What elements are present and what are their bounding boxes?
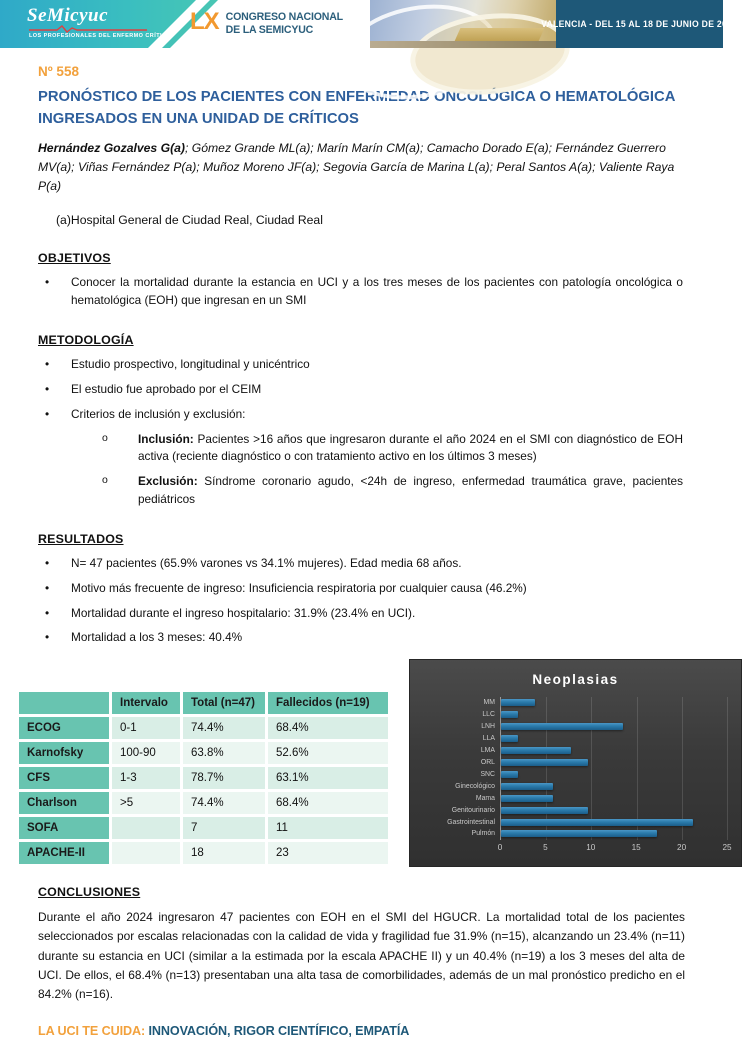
list-item	[38, 406, 685, 424]
logo-tagline: LOS PROFESIONALES DEL ENFERMO CRÍTICO	[29, 33, 172, 39]
value-cell: 100-90	[112, 742, 180, 764]
list-item	[38, 580, 685, 598]
bar	[501, 783, 553, 790]
section-heading-metodologia: METODOLOGÍA	[38, 333, 134, 348]
x-tick-label: 15	[631, 843, 641, 853]
bullet-marker: •	[45, 556, 50, 571]
row-label-cell: Karnofsky	[19, 742, 109, 764]
bullet-text: Motivo más frecuente de ingreso: Insuficiencia respiratoria por cualquier causa (46.2%)	[71, 580, 527, 595]
exclusion-text: Síndrome coronario agudo, <24h de ingreso, enfermedad traumática grave, pacientes pediátricos	[138, 473, 684, 506]
bar	[501, 795, 553, 802]
footer-slogan-text: INNOVACIÓN, RIGOR CIENTÍFICO, EMPATÍA	[148, 1024, 410, 1038]
chart-y-labels	[418, 697, 500, 840]
gridline	[727, 697, 728, 840]
list-item	[38, 356, 685, 374]
value-cell: 11	[268, 817, 388, 839]
chart-x-axis	[418, 843, 732, 855]
congress-title-block	[190, 9, 343, 36]
x-tick-label: 5	[543, 843, 548, 853]
category-label: MM	[483, 699, 495, 707]
bar	[501, 771, 518, 778]
bar	[501, 723, 623, 730]
chart-bars-area	[500, 697, 727, 840]
bar	[501, 711, 518, 718]
bar	[501, 759, 588, 766]
semicyuc-logo: SeMicyuc	[27, 5, 109, 26]
section-heading-objetivos: OBJETIVOS	[38, 251, 111, 266]
axis-spacer	[418, 843, 500, 855]
value-cell: 63.8%	[183, 742, 265, 764]
value-cell: 68.4%	[268, 792, 388, 814]
value-cell: 74.4%	[183, 792, 265, 814]
row-label-cell: ECOG	[19, 717, 109, 739]
footer-slogan	[38, 1024, 685, 1038]
coauthors: ; Gómez Grande ML(a); Marín Marín CM(a); Camacho Dorado E(a); Fernández Guerrero MV(a); Viñas Fernández P(a); Muñoz Moreno JF(a); Segovia García de Marina L(a); Peral Santos A(a); Valiente Raya P(a)	[38, 141, 675, 194]
bullet-text: Mortalidad durante el ingreso hospitalario: 31.9% (23.4% en UCI).	[71, 605, 416, 620]
list-item	[96, 431, 685, 466]
value-cell: 0-1	[112, 717, 180, 739]
resultados-list	[38, 555, 685, 647]
value-cell	[112, 817, 180, 839]
chart-title: Neoplasias	[532, 672, 619, 688]
criterios-sublist	[38, 431, 685, 509]
table-row	[19, 767, 388, 789]
category-label: Gastrointestinal	[447, 818, 495, 826]
column-header: Total (n=47)	[183, 692, 265, 714]
sub-bullet-text	[138, 431, 685, 466]
scores-table-body	[19, 717, 388, 864]
value-cell	[112, 842, 180, 864]
value-cell: >5	[112, 792, 180, 814]
row-label-cell: Charlson	[19, 792, 109, 814]
column-header	[19, 692, 109, 714]
bullet-text: El estudio fue aprobado por el CEIM	[71, 382, 262, 397]
footer-slogan-prefix: LA UCI TE CUIDA:	[38, 1024, 146, 1038]
ekg-line-icon	[29, 25, 147, 33]
column-header: Intervalo	[112, 692, 180, 714]
x-tick-label: 0	[497, 843, 503, 853]
valencia-photo	[370, 0, 556, 48]
bullet-marker: •	[45, 275, 50, 290]
category-label: ORL	[480, 759, 495, 767]
chart-x-ticks	[497, 843, 732, 855]
objetivos-list	[38, 274, 685, 309]
list-item	[38, 555, 685, 573]
abstract-content	[0, 64, 732, 1038]
bar	[501, 699, 535, 706]
inclusion-label: Inclusión:	[138, 431, 194, 446]
bullet-marker: •	[45, 630, 50, 645]
table-header-row	[19, 692, 388, 714]
value-cell: 68.4%	[268, 717, 388, 739]
x-tick-label: 25	[722, 843, 732, 853]
category-label: LNH	[481, 723, 495, 731]
table-row	[19, 817, 388, 839]
bullet-marker: •	[45, 580, 50, 595]
list-item	[38, 629, 685, 647]
bar	[501, 735, 518, 742]
bar	[501, 830, 657, 837]
bullet-text: N= 47 pacientes (65.9% varones vs 34.1% mujeres). Edad media 68 años.	[71, 556, 462, 571]
row-label-cell: SOFA	[19, 817, 109, 839]
value-cell: 52.6%	[268, 742, 388, 764]
bullet-marker: •	[45, 605, 50, 620]
photo-ground-shape	[370, 41, 556, 48]
table-row	[19, 742, 388, 764]
category-label: SNC	[480, 770, 495, 778]
value-cell: 78.7%	[183, 767, 265, 789]
bullet-marker: •	[45, 406, 50, 421]
bar	[501, 819, 693, 826]
column-header: Fallecidos (n=19)	[268, 692, 388, 714]
congress-name	[226, 9, 343, 36]
category-label: Pulmón	[471, 830, 495, 838]
list-item	[96, 473, 685, 508]
conclusiones-paragraph: Durante el año 2024 ingresaron 47 pacientes con EOH en el SMI del HGUCR. La mortalidad total de los pacientes seleccionados por escalas relacionadas con la calidad de vida y fragilidad fue 31.9% (n=15), alcanzando un 23.4% (n=11) durante su estancia en UCI (similar a la estimada por la escala APACHE II) y un 40.4% (n=19) a los 3 meses del alta de UCI. De ellos, el 68.4% (n=13) presentaban una alta tasa de comorbilidades, además de un mal pronóstico predicho en el 84.2% (n=16).	[38, 910, 685, 1002]
section-heading-conclusiones: CONCLUSIONES	[38, 885, 141, 900]
affiliation: (a)Hospital General de Ciudad Real, Ciudad Real	[56, 213, 323, 228]
abstract-title: PRONÓSTICO DE LOS PACIENTES CON ENFERMEDAD ONCOLÓGICA O HEMATOLÓGICA INGRESADOS EN UNA UNIDAD DE CRÍTICOS	[38, 89, 675, 128]
authors-line	[38, 139, 685, 196]
congress-line1: CONGRESO NACIONAL	[225, 11, 343, 23]
inclusion-text: Pacientes >16 años que ingresaron durante el año 2024 en el SMI con diagnóstico de EOH activa (reciente diagnóstico o con tratamiento activo en los últimos 3 meses)	[138, 431, 683, 464]
list-item	[38, 605, 685, 623]
x-tick-label: 10	[586, 843, 596, 853]
value-cell: 1-3	[112, 767, 180, 789]
bullet-text: Conocer la mortalidad durante la estancia en UCI y a los tres meses de los pacientes con patología oncológica o hematológica (EOH) que ingresan en un SMI	[71, 275, 683, 307]
list-item	[38, 274, 685, 309]
bar	[501, 807, 588, 814]
bar	[501, 747, 571, 754]
metodologia-list	[38, 356, 685, 423]
bullet-text: Mortalidad a los 3 meses: 40.4%	[71, 630, 243, 645]
section-heading-resultados: RESULTADOS	[38, 532, 124, 547]
bullet-text: Estudio prospectivo, longitudinal y unicéntrico	[71, 357, 310, 372]
results-visuals-row	[16, 659, 732, 867]
category-label: Mama	[475, 794, 495, 802]
table-row	[19, 842, 388, 864]
value-cell: 7	[183, 817, 265, 839]
row-label-cell: CFS	[19, 767, 109, 789]
scores-table-wrap	[16, 689, 391, 867]
chart-plot	[418, 697, 727, 840]
value-cell: 23	[268, 842, 388, 864]
row-label-cell: APACHE-II	[19, 842, 109, 864]
sub-bullet-marker: o	[102, 473, 108, 486]
bullet-marker: •	[45, 357, 50, 372]
x-tick-label: 20	[677, 843, 687, 853]
neoplasias-chart	[409, 659, 742, 867]
category-label: LMA	[480, 747, 495, 755]
sub-bullet-text	[138, 473, 685, 508]
abstract-number: Nº 558	[38, 64, 79, 79]
table-row	[19, 717, 388, 739]
event-banner	[541, 0, 738, 48]
list-item	[38, 381, 685, 399]
bullet-marker: •	[45, 382, 50, 397]
category-label: Genitourinario	[451, 806, 495, 814]
table-row	[19, 792, 388, 814]
category-label: LLC	[482, 711, 495, 719]
value-cell: 18	[183, 842, 265, 864]
exclusion-label: Exclusión:	[138, 473, 198, 488]
sub-bullet-marker: o	[102, 431, 108, 444]
scores-table	[16, 689, 391, 867]
page-header	[0, 0, 738, 48]
bullet-text: Criterios de inclusión y exclusión:	[71, 406, 246, 421]
lead-author: Hernández Gozalves G(a)	[38, 141, 185, 156]
event-banner-text: VALENCIA - DEL 15 AL 18 DE JUNIO DE 2025	[541, 19, 738, 29]
congress-number: LX	[190, 8, 219, 35]
category-label: Ginecológico	[455, 782, 495, 790]
value-cell: 74.4%	[183, 717, 265, 739]
category-label: LLA	[482, 735, 495, 743]
congress-line2: DE LA SEMICYUC	[225, 23, 314, 36]
value-cell: 63.1%	[268, 767, 388, 789]
chart-bars	[501, 697, 727, 840]
